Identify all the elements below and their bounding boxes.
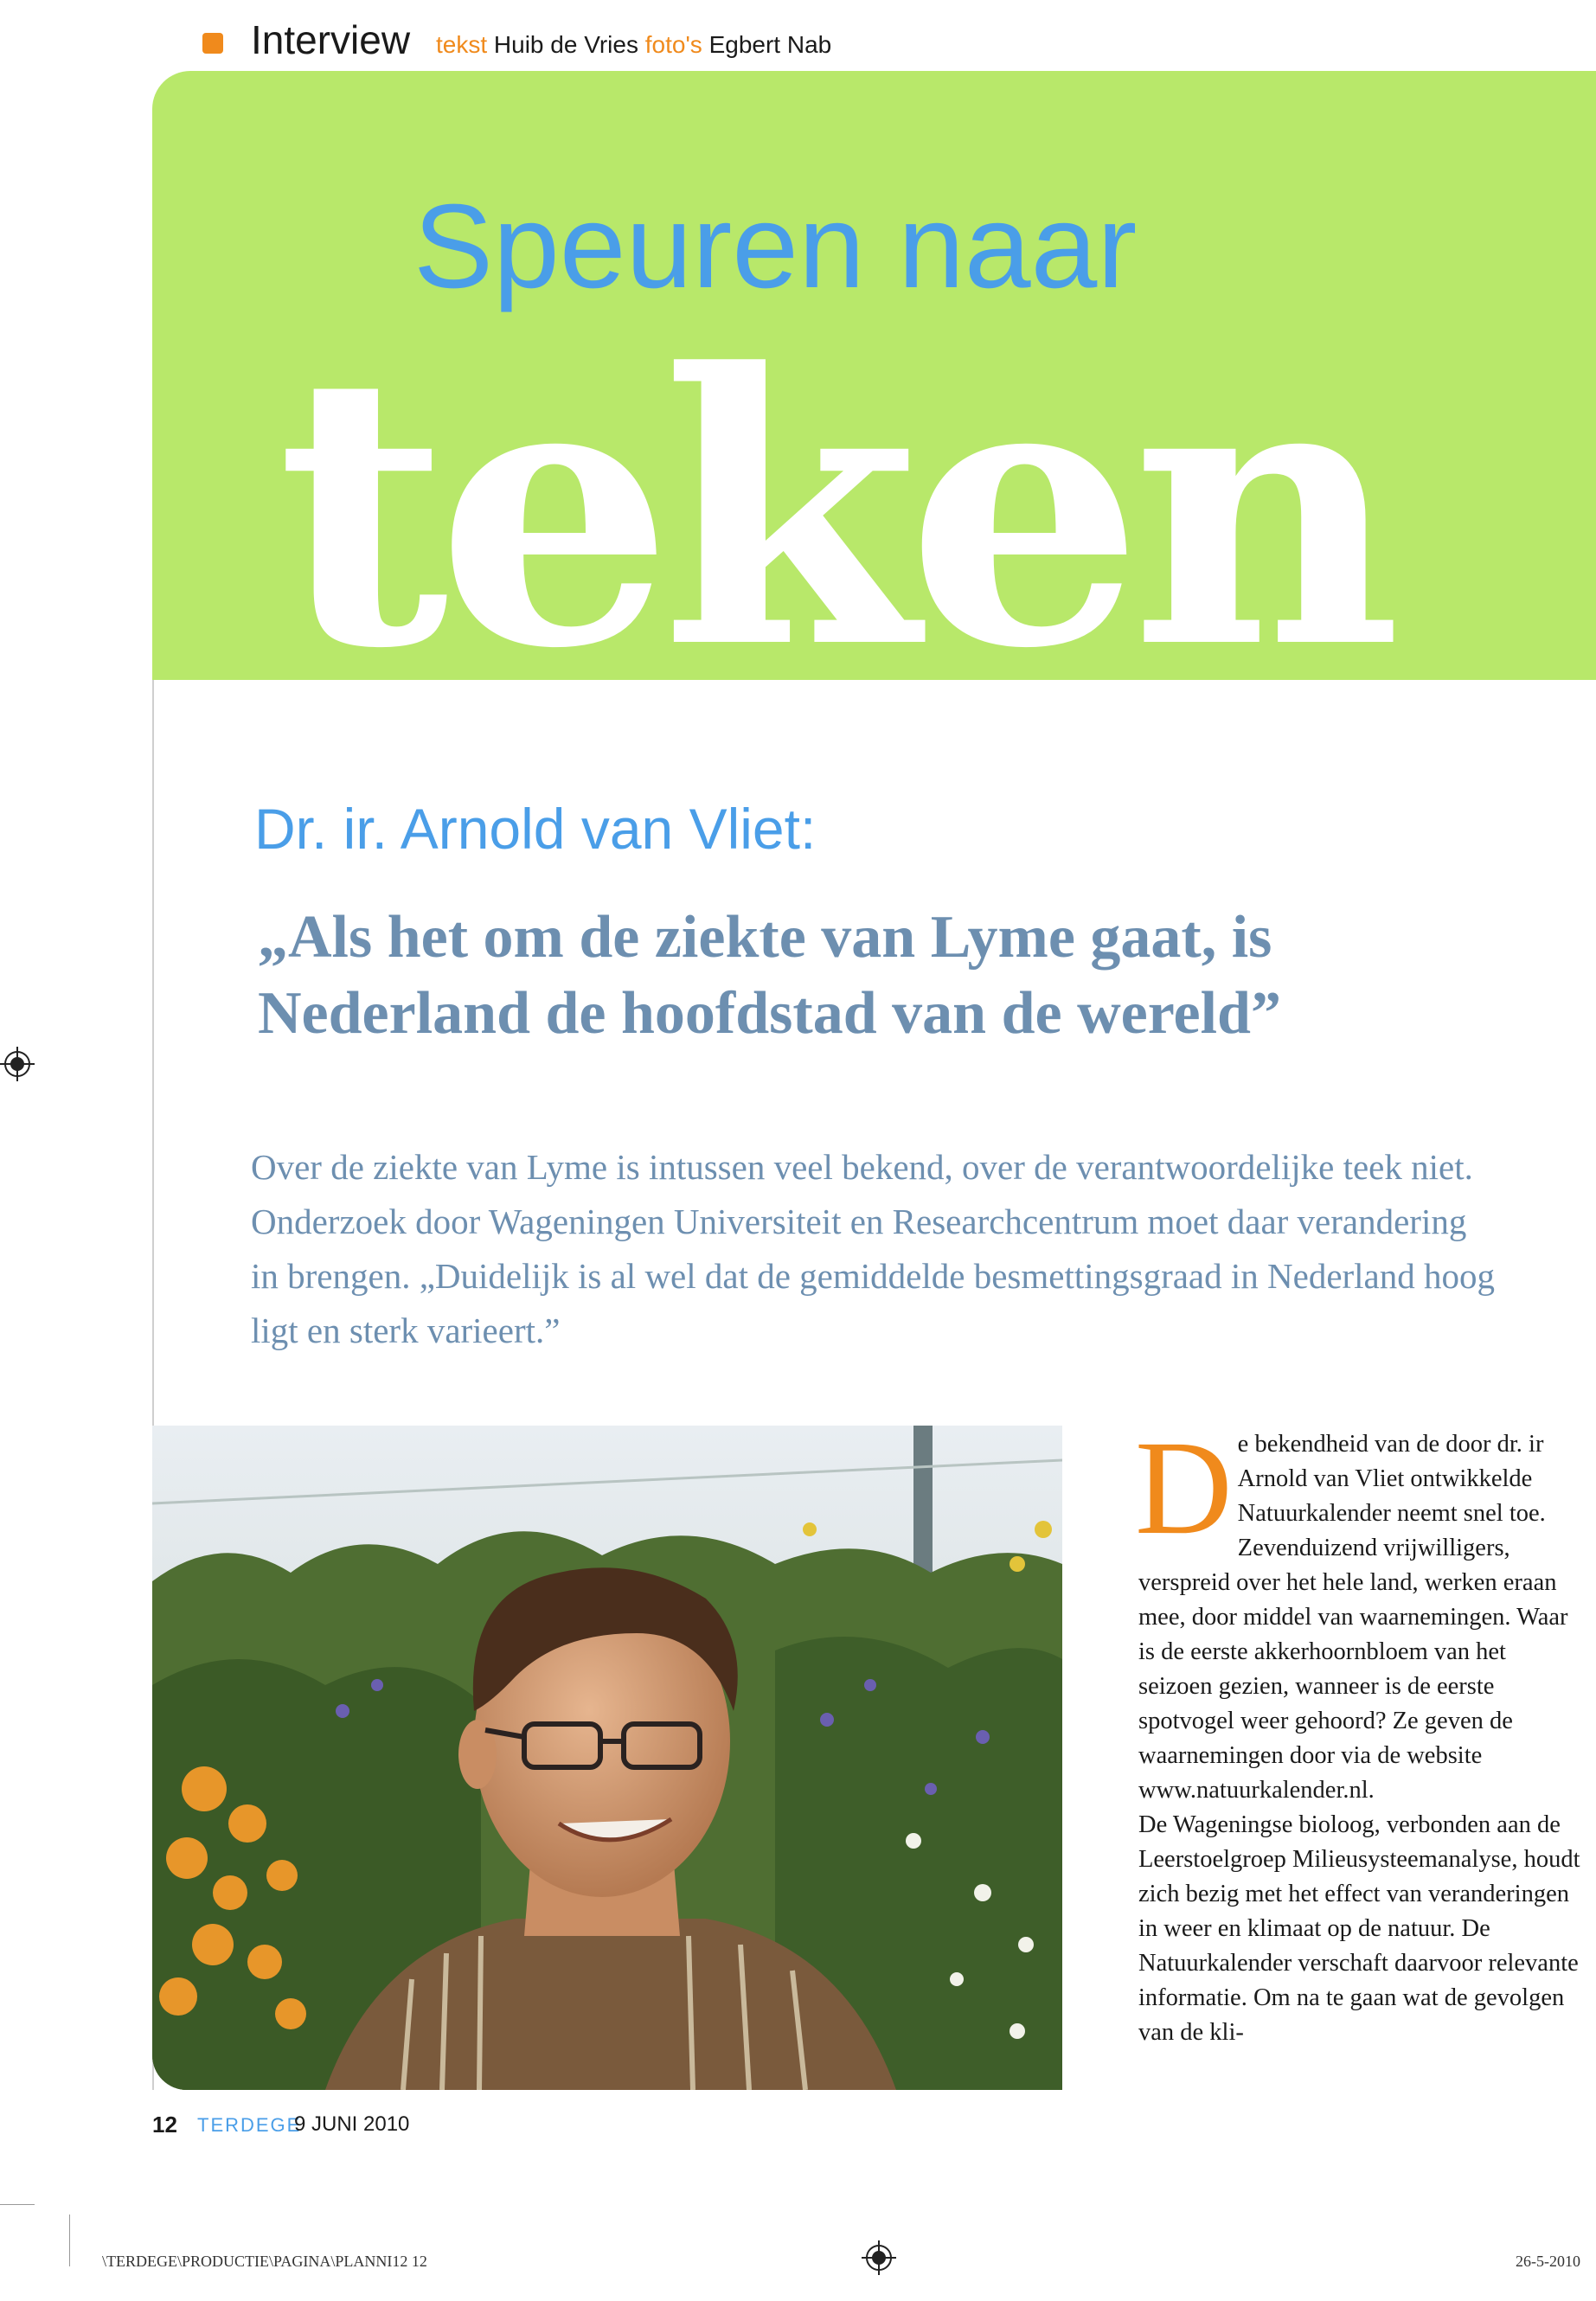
registration-mark-icon bbox=[0, 1047, 35, 1081]
crop-mark-vertical bbox=[69, 2214, 70, 2266]
body-paragraph-2: De Wageningse bioloog, verbonden aan de Leerstoelgroep Milieusysteemanalyse, houdt zich bezig met het effect van veranderingen in weer en klimaat op de natuur. De Natuurkalender verschaft daarvoor relevante informatie. Om na te gaan wat de gevolgen van de kli- bbox=[1138, 1811, 1580, 2046]
hero-title-area bbox=[152, 71, 1596, 680]
section-label: Interview bbox=[251, 17, 411, 62]
portrait-photo bbox=[152, 1426, 1062, 2090]
photographer: Egbert Nab bbox=[708, 31, 832, 58]
registration-mark-bottom-icon bbox=[862, 2240, 896, 2275]
tekst-label: tekst bbox=[436, 31, 488, 58]
magazine-name: TERDEGE bbox=[197, 2114, 302, 2136]
pull-quote bbox=[258, 900, 1573, 1052]
author: Huib de Vries bbox=[493, 31, 638, 58]
print-slug-date: 26-5-2010 bbox=[1516, 2253, 1580, 2270]
quote-line-2: Nederland de hoofdstad van de wereld” bbox=[258, 980, 1281, 1047]
article-body bbox=[1135, 1413, 1585, 2050]
speaker-name: Dr. ir. Arnold van Vliet: bbox=[254, 797, 817, 861]
quote-line-1: „Als het om de ziekte van Lyme gaat, is bbox=[258, 904, 1272, 971]
drop-cap: D bbox=[1135, 1413, 1233, 1562]
hero-title: teken bbox=[277, 293, 1390, 680]
intro-paragraph: Over de ziekte van Lyme is intussen veel bekend, over de verantwoordelijke teek niet. Onderzoek door Wageningen Universiteit en Researchcentrum moet daar verandering in brengen. „Duidelijk is al wel dat de gemiddelde besmettingsgraad in Nederland hoog ligt en sterk varieert.” bbox=[251, 1147, 1496, 1350]
print-slug-path: \TERDEGE\PRODUCTIE\PAGINA\PLANNI12 12 bbox=[102, 2253, 427, 2270]
section-bullet-icon bbox=[202, 33, 223, 54]
crop-mark bbox=[0, 2204, 35, 2205]
body-paragraph-1: e bekendheid van de door dr. ir Arnold van Vliet ontwikkelde Natuurkalender neemt snel toe. Zevenduizend vrijwilligers, verspreid over het hele land, werken eraan mee, door middel van waarnemingen. Waar is de eerste akkerhoornbloem van het seizoen gezien, wanneer is de eerste spotvogel weer gehoord? Ze geven de waarnemingen door via de website www.natuurkalender.nl. bbox=[1138, 1431, 1568, 1804]
foto-label: foto's bbox=[644, 31, 702, 58]
page-number: 12 bbox=[152, 2112, 177, 2138]
issue-date: 9 JUNI 2010 bbox=[294, 2112, 410, 2136]
byline bbox=[436, 29, 831, 61]
hero-kicker: Speuren naar bbox=[413, 180, 1138, 313]
